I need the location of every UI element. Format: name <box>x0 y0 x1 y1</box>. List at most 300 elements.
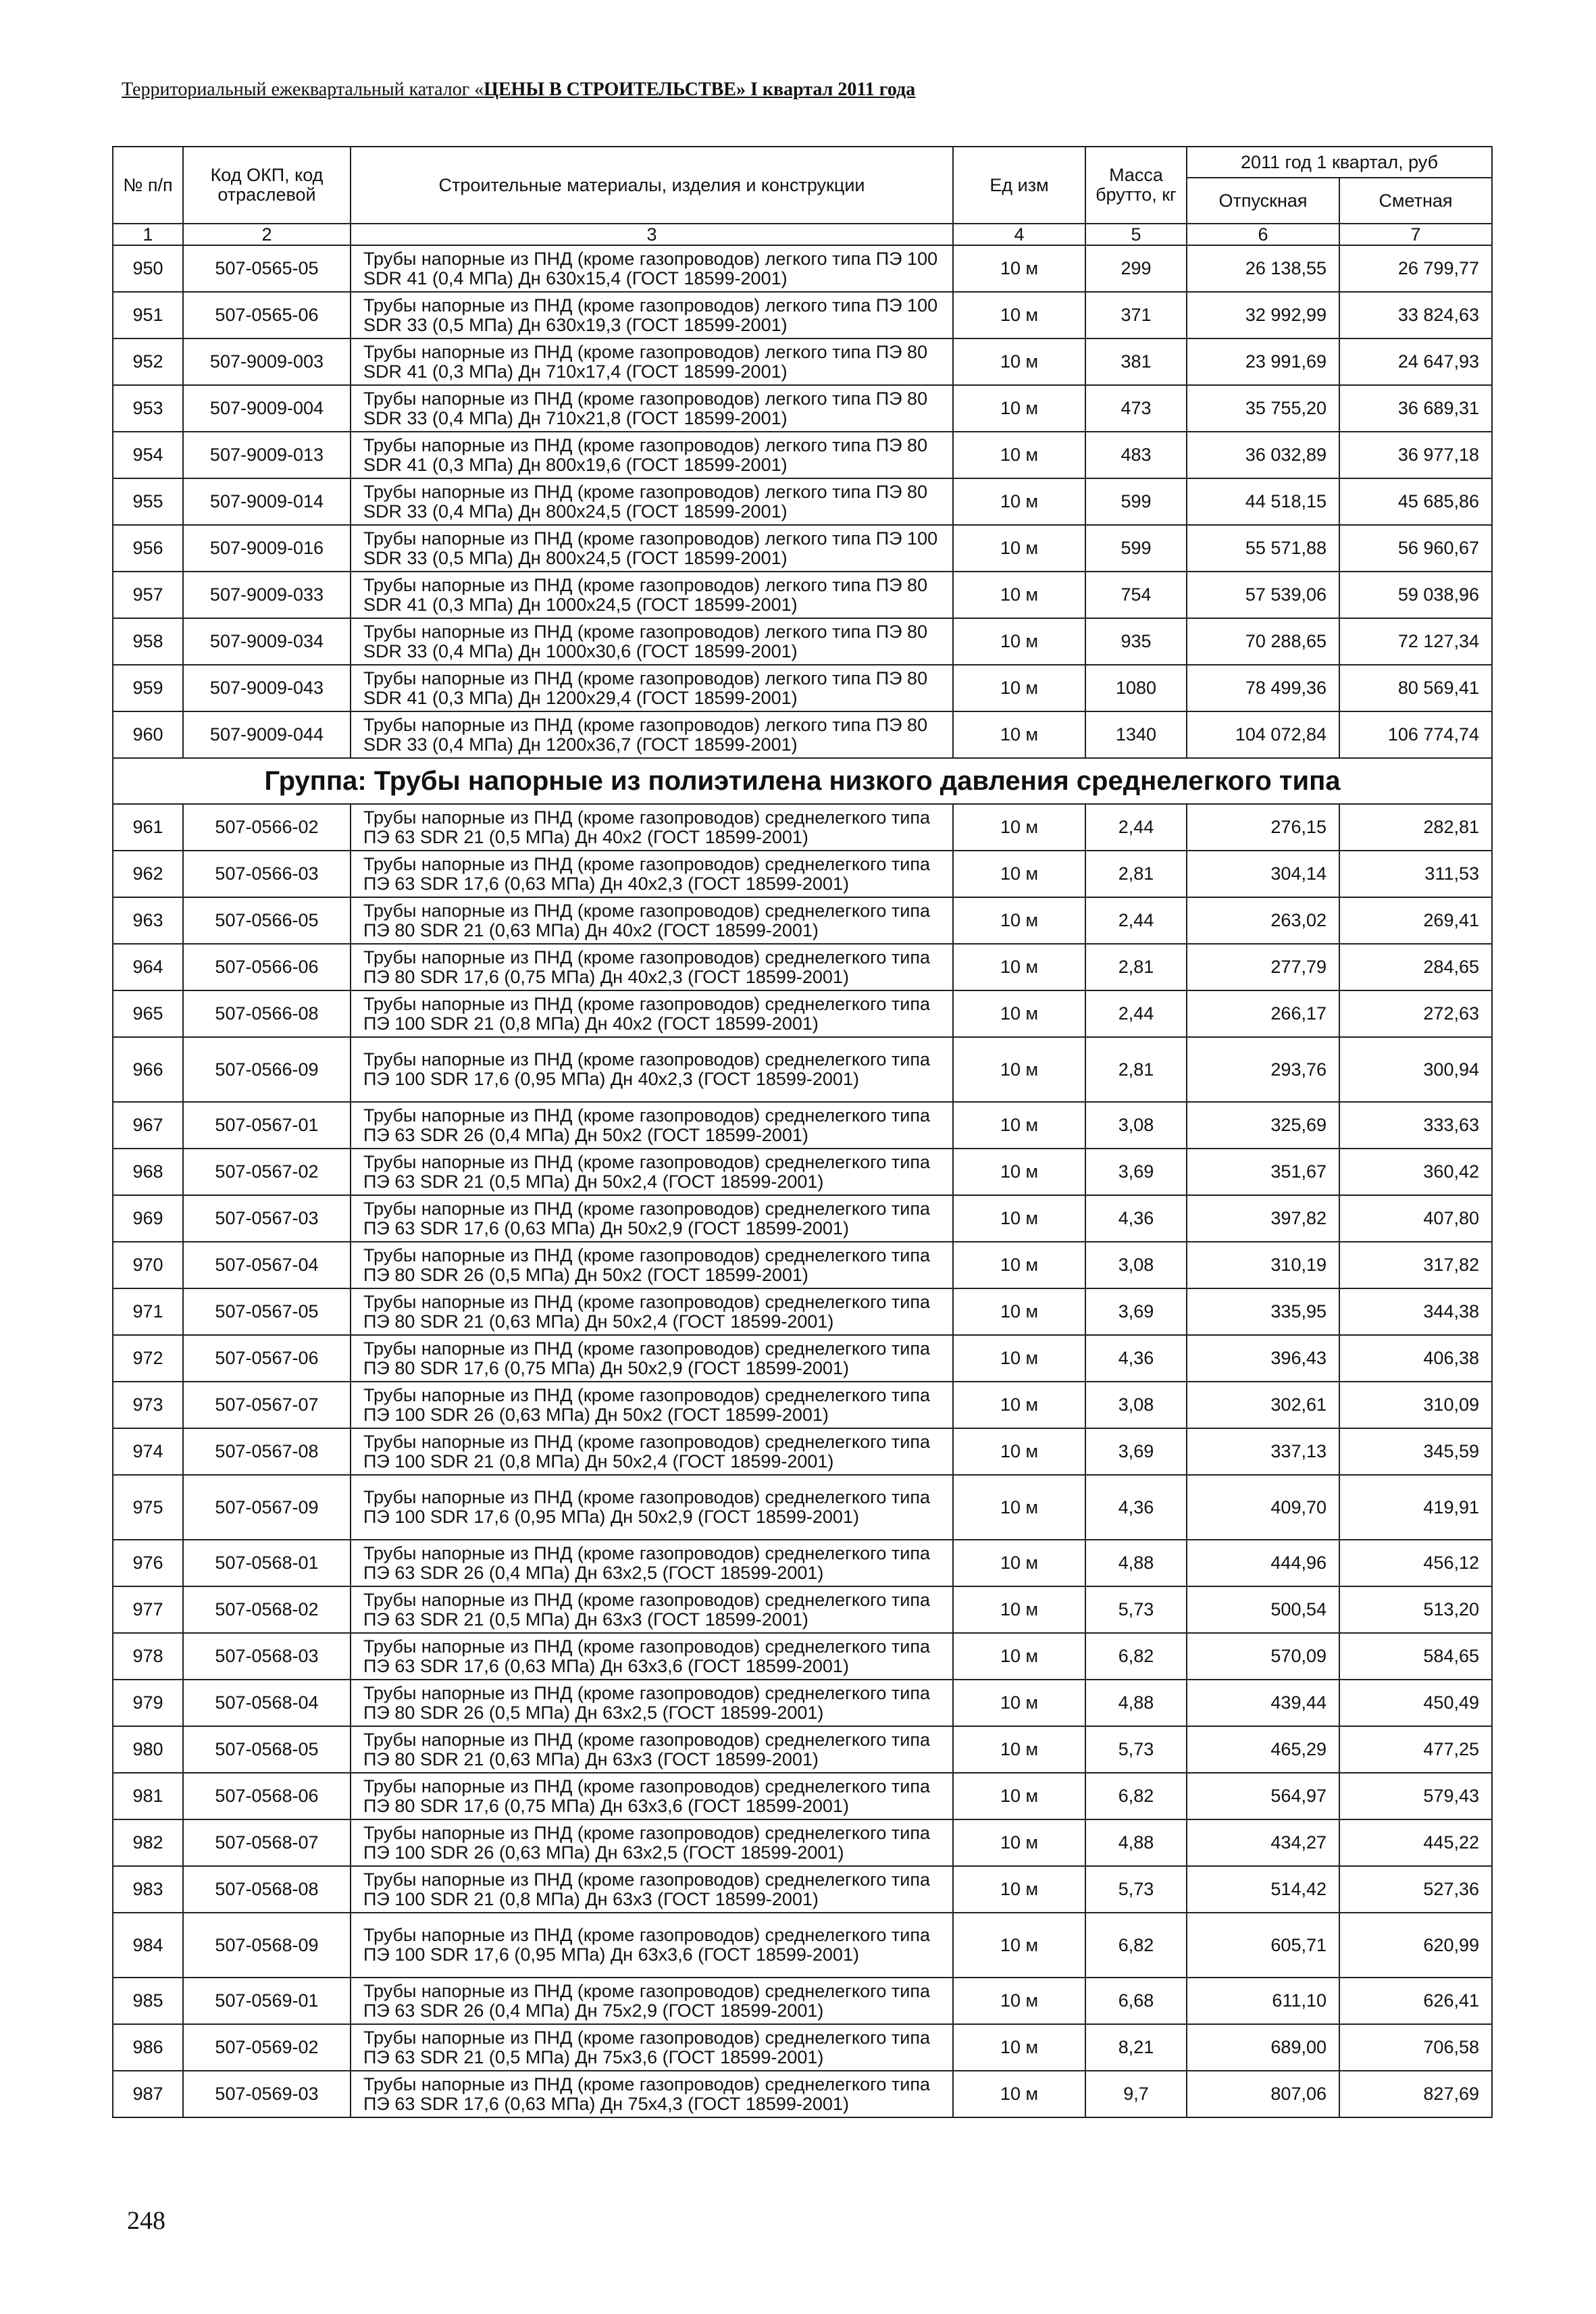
row-number: 967 <box>113 1102 183 1149</box>
row-name: Трубы напорные из ПНД (кроме газопроводов) среднелегкого типа ПЭ 63 SDR 17,6 (0,63 МПа) Дн 75x4,3 (ГОСТ 18599-2001) <box>351 2071 953 2117</box>
row-price-release: 807,06 <box>1187 2071 1339 2117</box>
row-number: 982 <box>113 1819 183 1866</box>
row-mass: 5,73 <box>1085 1726 1187 1773</box>
row-price-estimate: 26 799,77 <box>1339 245 1492 292</box>
row-mass: 2,81 <box>1085 1037 1187 1102</box>
col-header-num: № п/п <box>113 147 183 224</box>
row-mass: 599 <box>1085 525 1187 572</box>
row-code: 507-9009-013 <box>183 432 351 478</box>
row-unit: 10 м <box>953 665 1085 711</box>
row-unit: 10 м <box>953 1288 1085 1335</box>
row-code: 507-9009-043 <box>183 665 351 711</box>
row-code: 507-0566-09 <box>183 1037 351 1102</box>
column-number: 5 <box>1085 224 1187 245</box>
table-row <box>113 1382 1492 1428</box>
row-price-estimate: 513,20 <box>1339 1586 1492 1633</box>
row-number: 950 <box>113 245 183 292</box>
row-name: Трубы напорные из ПНД (кроме газопроводов) среднелегкого типа ПЭ 100 SDR 26 (0,63 МПа) Дн 50x2 (ГОСТ 18599-2001) <box>351 1382 953 1428</box>
row-name: Трубы напорные из ПНД (кроме газопроводов) легкого типа ПЭ 80 SDR 41 (0,3 МПа) Дн 1200x29,4 (ГОСТ 18599-2001) <box>351 665 953 711</box>
row-name: Трубы напорные из ПНД (кроме газопроводов) среднелегкого типа ПЭ 80 SDR 17,6 (0,75 МПа) Дн 63x3,6 (ГОСТ 18599-2001) <box>351 1773 953 1819</box>
row-code: 507-9009-004 <box>183 385 351 432</box>
table-row <box>113 804 1492 851</box>
row-unit: 10 м <box>953 804 1085 851</box>
row-number: 978 <box>113 1633 183 1680</box>
row-code: 507-0568-06 <box>183 1773 351 1819</box>
row-price-estimate: 620,99 <box>1339 1913 1492 1978</box>
row-mass: 3,08 <box>1085 1382 1187 1428</box>
row-code: 507-0567-09 <box>183 1475 351 1540</box>
row-price-estimate: 344,38 <box>1339 1288 1492 1335</box>
row-price-release: 444,96 <box>1187 1540 1339 1586</box>
col-header-name: Строительные материалы, изделия и конструкции <box>351 147 953 224</box>
row-price-release: 293,76 <box>1187 1037 1339 1102</box>
row-name: Трубы напорные из ПНД (кроме газопроводов) среднелегкого типа ПЭ 80 SDR 17,6 (0,75 МПа) Дн 40x2,3 (ГОСТ 18599-2001) <box>351 944 953 990</box>
row-unit: 10 м <box>953 618 1085 665</box>
row-price-estimate: 284,65 <box>1339 944 1492 990</box>
row-number: 985 <box>113 1978 183 2024</box>
table-row <box>113 245 1492 292</box>
row-number: 971 <box>113 1288 183 1335</box>
header-prefix: Территориальный ежеквартальный каталог « <box>122 79 484 100</box>
catalog-header <box>122 79 1087 101</box>
column-number-row <box>113 224 1492 245</box>
table-row <box>113 1149 1492 1195</box>
col-header-price-release: Отпускная <box>1187 178 1339 224</box>
row-price-estimate: 419,91 <box>1339 1475 1492 1540</box>
row-price-estimate: 706,58 <box>1339 2024 1492 2071</box>
row-name: Трубы напорные из ПНД (кроме газопроводов) легкого типа ПЭ 80 SDR 41 (0,3 МПа) Дн 710x17,4 (ГОСТ 18599-2001) <box>351 338 953 385</box>
row-mass: 9,7 <box>1085 2071 1187 2117</box>
row-price-release: 32 992,99 <box>1187 292 1339 338</box>
table-row <box>113 2071 1492 2117</box>
row-unit: 10 м <box>953 1680 1085 1726</box>
row-number: 954 <box>113 432 183 478</box>
row-price-release: 335,95 <box>1187 1288 1339 1335</box>
price-table <box>112 146 1493 2118</box>
group-title: Группа: Трубы напорные из полиэтилена низкого давления среднелегкого типа <box>113 758 1492 804</box>
table-row <box>113 1335 1492 1382</box>
row-price-release: 263,02 <box>1187 897 1339 944</box>
row-unit: 10 м <box>953 1428 1085 1475</box>
table-row <box>113 1866 1492 1913</box>
row-mass: 1340 <box>1085 711 1187 758</box>
row-unit: 10 м <box>953 1475 1085 1540</box>
table-section-light <box>113 245 1492 758</box>
row-code: 507-9009-014 <box>183 478 351 525</box>
row-number: 966 <box>113 1037 183 1102</box>
row-number: 959 <box>113 665 183 711</box>
row-price-estimate: 477,25 <box>1339 1726 1492 1773</box>
table-row <box>113 1680 1492 1726</box>
table-row <box>113 338 1492 385</box>
row-price-estimate: 317,82 <box>1339 1242 1492 1288</box>
row-code: 507-0568-01 <box>183 1540 351 1586</box>
row-mass: 599 <box>1085 478 1187 525</box>
row-code: 507-9009-044 <box>183 711 351 758</box>
row-name: Трубы напорные из ПНД (кроме газопроводов) легкого типа ПЭ 100 SDR 41 (0,4 МПа) Дн 630x15,4 (ГОСТ 18599-2001) <box>351 245 953 292</box>
row-mass: 381 <box>1085 338 1187 385</box>
row-price-estimate: 311,53 <box>1339 851 1492 897</box>
column-number: 1 <box>113 224 183 245</box>
row-unit: 10 м <box>953 1149 1085 1195</box>
row-price-release: 78 499,36 <box>1187 665 1339 711</box>
row-name: Трубы напорные из ПНД (кроме газопроводов) среднелегкого типа ПЭ 100 SDR 17,6 (0,95 МПа) Дн 50x2,9 (ГОСТ 18599-2001) <box>351 1475 953 1540</box>
header-title: ЦЕНЫ В СТРОИТЕЛЬСТВЕ <box>484 79 736 100</box>
row-price-release: 351,67 <box>1187 1149 1339 1195</box>
row-name: Трубы напорные из ПНД (кроме газопроводов) среднелегкого типа ПЭ 63 SDR 26 (0,4 МПа) Дн 50x2 (ГОСТ 18599-2001) <box>351 1102 953 1149</box>
row-price-release: 570,09 <box>1187 1633 1339 1680</box>
row-unit: 10 м <box>953 851 1085 897</box>
row-mass: 3,69 <box>1085 1288 1187 1335</box>
row-number: 979 <box>113 1680 183 1726</box>
table-row <box>113 1913 1492 1978</box>
table-row <box>113 944 1492 990</box>
row-name: Трубы напорные из ПНД (кроме газопроводов) среднелегкого типа ПЭ 100 SDR 26 (0,63 МПа) Дн 63x2,5 (ГОСТ 18599-2001) <box>351 1819 953 1866</box>
row-price-release: 304,14 <box>1187 851 1339 897</box>
row-number: 963 <box>113 897 183 944</box>
table-row <box>113 1242 1492 1288</box>
row-name: Трубы напорные из ПНД (кроме газопроводов) легкого типа ПЭ 100 SDR 33 (0,5 МПа) Дн 630x19,3 (ГОСТ 18599-2001) <box>351 292 953 338</box>
row-name: Трубы напорные из ПНД (кроме газопроводов) легкого типа ПЭ 80 SDR 41 (0,3 МПа) Дн 800x19,6 (ГОСТ 18599-2001) <box>351 432 953 478</box>
row-number: 972 <box>113 1335 183 1382</box>
row-number: 987 <box>113 2071 183 2117</box>
row-price-estimate: 80 569,41 <box>1339 665 1492 711</box>
row-code: 507-0566-06 <box>183 944 351 990</box>
row-mass: 8,21 <box>1085 2024 1187 2071</box>
row-unit: 10 м <box>953 944 1085 990</box>
row-number: 977 <box>113 1586 183 1633</box>
row-price-estimate: 450,49 <box>1339 1680 1492 1726</box>
row-mass: 371 <box>1085 292 1187 338</box>
row-price-estimate: 345,59 <box>1339 1428 1492 1475</box>
row-code: 507-0569-01 <box>183 1978 351 2024</box>
row-number: 962 <box>113 851 183 897</box>
row-price-estimate: 456,12 <box>1339 1540 1492 1586</box>
row-name: Трубы напорные из ПНД (кроме газопроводов) среднелегкого типа ПЭ 100 SDR 17,6 (0,95 МПа) Дн 63x3,6 (ГОСТ 18599-2001) <box>351 1913 953 1978</box>
row-price-estimate: 584,65 <box>1339 1633 1492 1680</box>
row-mass: 2,81 <box>1085 944 1187 990</box>
column-number: 4 <box>953 224 1085 245</box>
row-unit: 10 м <box>953 897 1085 944</box>
row-price-release: 276,15 <box>1187 804 1339 851</box>
row-name: Трубы напорные из ПНД (кроме газопроводов) среднелегкого типа ПЭ 100 SDR 17,6 (0,95 МПа) Дн 40x2,3 (ГОСТ 18599-2001) <box>351 1037 953 1102</box>
row-code: 507-0567-08 <box>183 1428 351 1475</box>
row-code: 507-0567-06 <box>183 1335 351 1382</box>
row-name: Трубы напорные из ПНД (кроме газопроводов) среднелегкого типа ПЭ 63 SDR 17,6 (0,63 МПа) Дн 63x3,6 (ГОСТ 18599-2001) <box>351 1633 953 1680</box>
row-code: 507-9009-033 <box>183 572 351 618</box>
column-number: 6 <box>1187 224 1339 245</box>
row-unit: 10 м <box>953 2024 1085 2071</box>
row-name: Трубы напорные из ПНД (кроме газопроводов) среднелегкого типа ПЭ 63 SDR 21 (0,5 МПа) Дн 63x3 (ГОСТ 18599-2001) <box>351 1586 953 1633</box>
row-number: 980 <box>113 1726 183 1773</box>
row-name: Трубы напорные из ПНД (кроме газопроводов) среднелегкого типа ПЭ 63 SDR 21 (0,5 МПа) Дн 75x3,6 (ГОСТ 18599-2001) <box>351 2024 953 2071</box>
row-mass: 2,44 <box>1085 804 1187 851</box>
row-mass: 483 <box>1085 432 1187 478</box>
table-row <box>113 572 1492 618</box>
row-name: Трубы напорные из ПНД (кроме газопроводов) среднелегкого типа ПЭ 80 SDR 21 (0,63 МПа) Дн 40x2 (ГОСТ 18599-2001) <box>351 897 953 944</box>
row-unit: 10 м <box>953 1913 1085 1978</box>
row-price-release: 465,29 <box>1187 1726 1339 1773</box>
row-price-estimate: 406,38 <box>1339 1335 1492 1382</box>
row-price-estimate: 36 977,18 <box>1339 432 1492 478</box>
row-code: 507-0565-06 <box>183 292 351 338</box>
row-unit: 10 м <box>953 1866 1085 1913</box>
row-number: 976 <box>113 1540 183 1586</box>
row-price-release: 337,13 <box>1187 1428 1339 1475</box>
row-name: Трубы напорные из ПНД (кроме газопроводов) среднелегкого типа ПЭ 100 SDR 21 (0,8 МПа) Дн 40x2 (ГОСТ 18599-2001) <box>351 990 953 1037</box>
row-unit: 10 м <box>953 385 1085 432</box>
row-price-release: 325,69 <box>1187 1102 1339 1149</box>
row-price-estimate: 33 824,63 <box>1339 292 1492 338</box>
row-mass: 6,82 <box>1085 1633 1187 1680</box>
row-code: 507-0569-02 <box>183 2024 351 2071</box>
row-name: Трубы напорные из ПНД (кроме газопроводов) легкого типа ПЭ 80 SDR 33 (0,4 МПа) Дн 1000x30,6 (ГОСТ 18599-2001) <box>351 618 953 665</box>
row-price-estimate: 24 647,93 <box>1339 338 1492 385</box>
table-row <box>113 292 1492 338</box>
row-name: Трубы напорные из ПНД (кроме газопроводов) среднелегкого типа ПЭ 100 SDR 21 (0,8 МПа) Дн 50x2,4 (ГОСТ 18599-2001) <box>351 1428 953 1475</box>
row-name: Трубы напорные из ПНД (кроме газопроводов) легкого типа ПЭ 80 SDR 41 (0,3 МПа) Дн 1000x24,5 (ГОСТ 18599-2001) <box>351 572 953 618</box>
row-name: Трубы напорные из ПНД (кроме газопроводов) среднелегкого типа ПЭ 80 SDR 17,6 (0,75 МПа) Дн 50x2,9 (ГОСТ 18599-2001) <box>351 1335 953 1382</box>
row-number: 960 <box>113 711 183 758</box>
row-price-release: 104 072,84 <box>1187 711 1339 758</box>
table-row <box>113 990 1492 1037</box>
row-code: 507-0565-05 <box>183 245 351 292</box>
row-number: 970 <box>113 1242 183 1288</box>
row-unit: 10 м <box>953 245 1085 292</box>
row-price-estimate: 527,36 <box>1339 1866 1492 1913</box>
row-price-release: 26 138,55 <box>1187 245 1339 292</box>
row-unit: 10 м <box>953 338 1085 385</box>
table-row <box>113 432 1492 478</box>
row-number: 957 <box>113 572 183 618</box>
row-price-release: 55 571,88 <box>1187 525 1339 572</box>
row-mass: 3,69 <box>1085 1428 1187 1475</box>
row-price-release: 23 991,69 <box>1187 338 1339 385</box>
row-code: 507-0567-07 <box>183 1382 351 1428</box>
row-mass: 4,88 <box>1085 1680 1187 1726</box>
row-mass: 4,88 <box>1085 1540 1187 1586</box>
row-price-estimate: 310,09 <box>1339 1382 1492 1428</box>
row-code: 507-0568-09 <box>183 1913 351 1978</box>
row-code: 507-0567-03 <box>183 1195 351 1242</box>
row-price-estimate: 300,94 <box>1339 1037 1492 1102</box>
row-unit: 10 м <box>953 1102 1085 1149</box>
row-code: 507-0569-03 <box>183 2071 351 2117</box>
row-number: 951 <box>113 292 183 338</box>
row-code: 507-0568-08 <box>183 1866 351 1913</box>
row-price-release: 439,44 <box>1187 1680 1339 1726</box>
row-unit: 10 м <box>953 478 1085 525</box>
row-price-release: 266,17 <box>1187 990 1339 1037</box>
row-number: 975 <box>113 1475 183 1540</box>
row-mass: 754 <box>1085 572 1187 618</box>
col-header-code: Код ОКП, код отраслевой <box>183 147 351 224</box>
row-mass: 5,73 <box>1085 1586 1187 1633</box>
column-number: 7 <box>1339 224 1492 245</box>
row-unit: 10 м <box>953 1978 1085 2024</box>
table-row <box>113 525 1492 572</box>
row-number: 984 <box>113 1913 183 1978</box>
row-code: 507-0567-04 <box>183 1242 351 1288</box>
col-header-period: 2011 год 1 квартал, руб <box>1187 147 1492 178</box>
table-row <box>113 665 1492 711</box>
row-unit: 10 м <box>953 1242 1085 1288</box>
row-name: Трубы напорные из ПНД (кроме газопроводов) среднелегкого типа ПЭ 100 SDR 21 (0,8 МПа) Дн 63x3 (ГОСТ 18599-2001) <box>351 1866 953 1913</box>
column-number: 3 <box>351 224 953 245</box>
row-mass: 4,36 <box>1085 1475 1187 1540</box>
table-row <box>113 2024 1492 2071</box>
row-name: Трубы напорные из ПНД (кроме газопроводов) среднелегкого типа ПЭ 63 SDR 17,6 (0,63 МПа) Дн 40x2,3 (ГОСТ 18599-2001) <box>351 851 953 897</box>
row-price-estimate: 72 127,34 <box>1339 618 1492 665</box>
row-price-release: 689,00 <box>1187 2024 1339 2071</box>
row-number: 986 <box>113 2024 183 2071</box>
row-number: 958 <box>113 618 183 665</box>
column-number: 2 <box>183 224 351 245</box>
row-mass: 473 <box>1085 385 1187 432</box>
row-price-estimate: 626,41 <box>1339 1978 1492 2024</box>
row-unit: 10 м <box>953 1633 1085 1680</box>
row-price-release: 409,70 <box>1187 1475 1339 1540</box>
row-price-release: 396,43 <box>1187 1335 1339 1382</box>
table-row <box>113 1586 1492 1633</box>
row-price-release: 310,19 <box>1187 1242 1339 1288</box>
table-row <box>113 385 1492 432</box>
row-mass: 4,36 <box>1085 1195 1187 1242</box>
row-price-release: 70 288,65 <box>1187 618 1339 665</box>
row-code: 507-0567-01 <box>183 1102 351 1149</box>
row-code: 507-9009-016 <box>183 525 351 572</box>
row-mass: 6,82 <box>1085 1913 1187 1978</box>
row-price-estimate: 282,81 <box>1339 804 1492 851</box>
row-price-estimate: 272,63 <box>1339 990 1492 1037</box>
header-suffix: » I квартал 2011 года <box>736 79 916 100</box>
row-unit: 10 м <box>953 1726 1085 1773</box>
table-row <box>113 1288 1492 1335</box>
row-price-release: 434,27 <box>1187 1819 1339 1866</box>
row-code: 507-0566-05 <box>183 897 351 944</box>
row-number: 973 <box>113 1382 183 1428</box>
row-price-release: 514,42 <box>1187 1866 1339 1913</box>
row-price-release: 500,54 <box>1187 1586 1339 1633</box>
row-code: 507-0568-05 <box>183 1726 351 1773</box>
row-number: 981 <box>113 1773 183 1819</box>
table-row <box>113 851 1492 897</box>
row-mass: 4,36 <box>1085 1335 1187 1382</box>
row-number: 955 <box>113 478 183 525</box>
table-row <box>113 1978 1492 2024</box>
col-header-unit: Ед изм <box>953 147 1085 224</box>
row-number: 968 <box>113 1149 183 1195</box>
row-price-release: 302,61 <box>1187 1382 1339 1428</box>
row-number: 983 <box>113 1866 183 1913</box>
row-name: Трубы напорные из ПНД (кроме газопроводов) среднелегкого типа ПЭ 63 SDR 17,6 (0,63 МПа) Дн 50x2,9 (ГОСТ 18599-2001) <box>351 1195 953 1242</box>
row-code: 507-0566-08 <box>183 990 351 1037</box>
row-name: Трубы напорные из ПНД (кроме газопроводов) среднелегкого типа ПЭ 63 SDR 26 (0,4 МПа) Дн 75x2,9 (ГОСТ 18599-2001) <box>351 1978 953 2024</box>
row-unit: 10 м <box>953 1773 1085 1819</box>
row-mass: 2,81 <box>1085 851 1187 897</box>
row-mass: 2,44 <box>1085 897 1187 944</box>
row-mass: 5,73 <box>1085 1866 1187 1913</box>
row-unit: 10 м <box>953 1037 1085 1102</box>
row-number: 969 <box>113 1195 183 1242</box>
table-row <box>113 1195 1492 1242</box>
row-price-estimate: 445,22 <box>1339 1819 1492 1866</box>
row-price-estimate: 36 689,31 <box>1339 385 1492 432</box>
row-mass: 299 <box>1085 245 1187 292</box>
row-mass: 6,82 <box>1085 1773 1187 1819</box>
row-name: Трубы напорные из ПНД (кроме газопроводов) легкого типа ПЭ 100 SDR 33 (0,5 МПа) Дн 800x24,5 (ГОСТ 18599-2001) <box>351 525 953 572</box>
table-row <box>113 1428 1492 1475</box>
table-row <box>113 1037 1492 1102</box>
row-price-release: 397,82 <box>1187 1195 1339 1242</box>
row-unit: 10 м <box>953 1819 1085 1866</box>
row-price-release: 611,10 <box>1187 1978 1339 2024</box>
table-row <box>113 1540 1492 1586</box>
row-name: Трубы напорные из ПНД (кроме газопроводов) среднелегкого типа ПЭ 80 SDR 26 (0,5 МПа) Дн 63x2,5 (ГОСТ 18599-2001) <box>351 1680 953 1726</box>
row-price-release: 57 539,06 <box>1187 572 1339 618</box>
row-price-release: 605,71 <box>1187 1913 1339 1978</box>
row-number: 956 <box>113 525 183 572</box>
table-row <box>113 478 1492 525</box>
row-unit: 10 м <box>953 990 1085 1037</box>
row-mass: 935 <box>1085 618 1187 665</box>
row-price-estimate: 56 960,67 <box>1339 525 1492 572</box>
row-name: Трубы напорные из ПНД (кроме газопроводов) среднелегкого типа ПЭ 80 SDR 26 (0,5 МПа) Дн 50x2 (ГОСТ 18599-2001) <box>351 1242 953 1288</box>
table-row <box>113 1773 1492 1819</box>
row-unit: 10 м <box>953 292 1085 338</box>
table-row <box>113 711 1492 758</box>
row-price-estimate: 360,42 <box>1339 1149 1492 1195</box>
row-mass: 3,69 <box>1085 1149 1187 1195</box>
row-mass: 6,68 <box>1085 1978 1187 2024</box>
row-price-release: 44 518,15 <box>1187 478 1339 525</box>
row-name: Трубы напорные из ПНД (кроме газопроводов) среднелегкого типа ПЭ 63 SDR 26 (0,4 МПа) Дн 63x2,5 (ГОСТ 18599-2001) <box>351 1540 953 1586</box>
row-unit: 10 м <box>953 572 1085 618</box>
row-code: 507-0567-02 <box>183 1149 351 1195</box>
group-section <box>113 758 1492 804</box>
row-price-estimate: 106 774,74 <box>1339 711 1492 758</box>
row-unit: 10 м <box>953 432 1085 478</box>
row-unit: 10 м <box>953 1195 1085 1242</box>
row-mass: 3,08 <box>1085 1102 1187 1149</box>
row-mass: 1080 <box>1085 665 1187 711</box>
table-row <box>113 1475 1492 1540</box>
table-section-medium-light <box>113 804 1492 2117</box>
row-price-release: 564,97 <box>1187 1773 1339 1819</box>
row-code: 507-0568-02 <box>183 1586 351 1633</box>
row-code: 507-0568-04 <box>183 1680 351 1726</box>
row-price-estimate: 827,69 <box>1339 2071 1492 2117</box>
row-name: Трубы напорные из ПНД (кроме газопроводов) легкого типа ПЭ 80 SDR 33 (0,4 МПа) Дн 800x24,5 (ГОСТ 18599-2001) <box>351 478 953 525</box>
row-code: 507-9009-003 <box>183 338 351 385</box>
row-code: 507-0566-03 <box>183 851 351 897</box>
row-mass: 2,44 <box>1085 990 1187 1037</box>
row-number: 965 <box>113 990 183 1037</box>
row-unit: 10 м <box>953 1540 1085 1586</box>
row-unit: 10 м <box>953 1382 1085 1428</box>
row-name: Трубы напорные из ПНД (кроме газопроводов) среднелегкого типа ПЭ 63 SDR 21 (0,5 МПа) Дн 40x2 (ГОСТ 18599-2001) <box>351 804 953 851</box>
row-unit: 10 м <box>953 2071 1085 2117</box>
row-price-estimate: 45 685,86 <box>1339 478 1492 525</box>
row-price-release: 36 032,89 <box>1187 432 1339 478</box>
row-name: Трубы напорные из ПНД (кроме газопроводов) среднелегкого типа ПЭ 63 SDR 21 (0,5 МПа) Дн 50x2,4 (ГОСТ 18599-2001) <box>351 1149 953 1195</box>
row-name: Трубы напорные из ПНД (кроме газопроводов) среднелегкого типа ПЭ 80 SDR 21 (0,63 МПа) Дн 50x2,4 (ГОСТ 18599-2001) <box>351 1288 953 1335</box>
row-number: 952 <box>113 338 183 385</box>
table-row <box>113 897 1492 944</box>
row-code: 507-0568-03 <box>183 1633 351 1680</box>
row-mass: 4,88 <box>1085 1819 1187 1866</box>
row-code: 507-0567-05 <box>183 1288 351 1335</box>
